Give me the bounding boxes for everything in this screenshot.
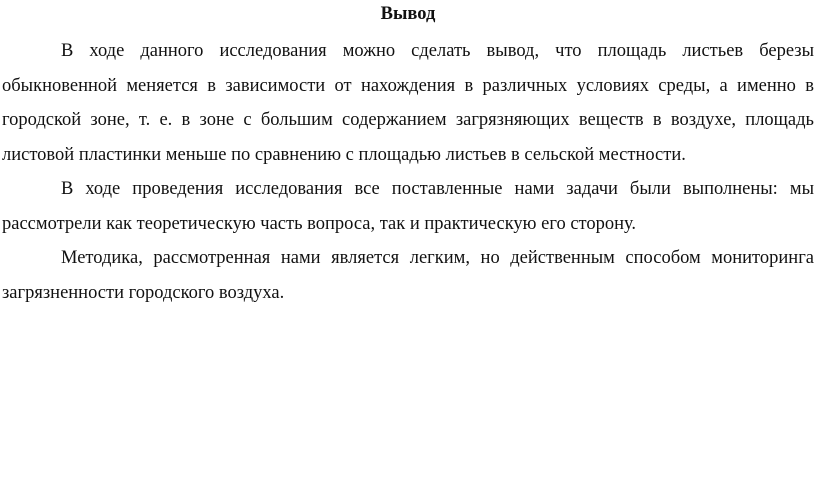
paragraph-conclusion-1: В ходе данного исследования можно сделать вывод, что площадь листьев березы обыкновенной меняется в зависимости от нахождения в различных условиях среды, а именно в городской зоне, т. е. в зоне с большим содержанием загрязняющих веществ в воздухе, площадь листовой пластинки меньше по сравнению с площадью листьев в сельской местности. [2, 41, 814, 165]
document-title: Вывод [380, 4, 436, 24]
paragraph-conclusion-3: Методика, рассмотренная нами является легким, но действенным способом мониторинга загрязненности городского воздуха. [2, 248, 814, 303]
document-body [2, 34, 814, 310]
paragraph-conclusion-2: В ходе проведения исследования все поставленные нами задачи были выполнены: мы рассмотрели как теоретическую часть вопроса, так и практическую его сторону. [2, 179, 814, 234]
